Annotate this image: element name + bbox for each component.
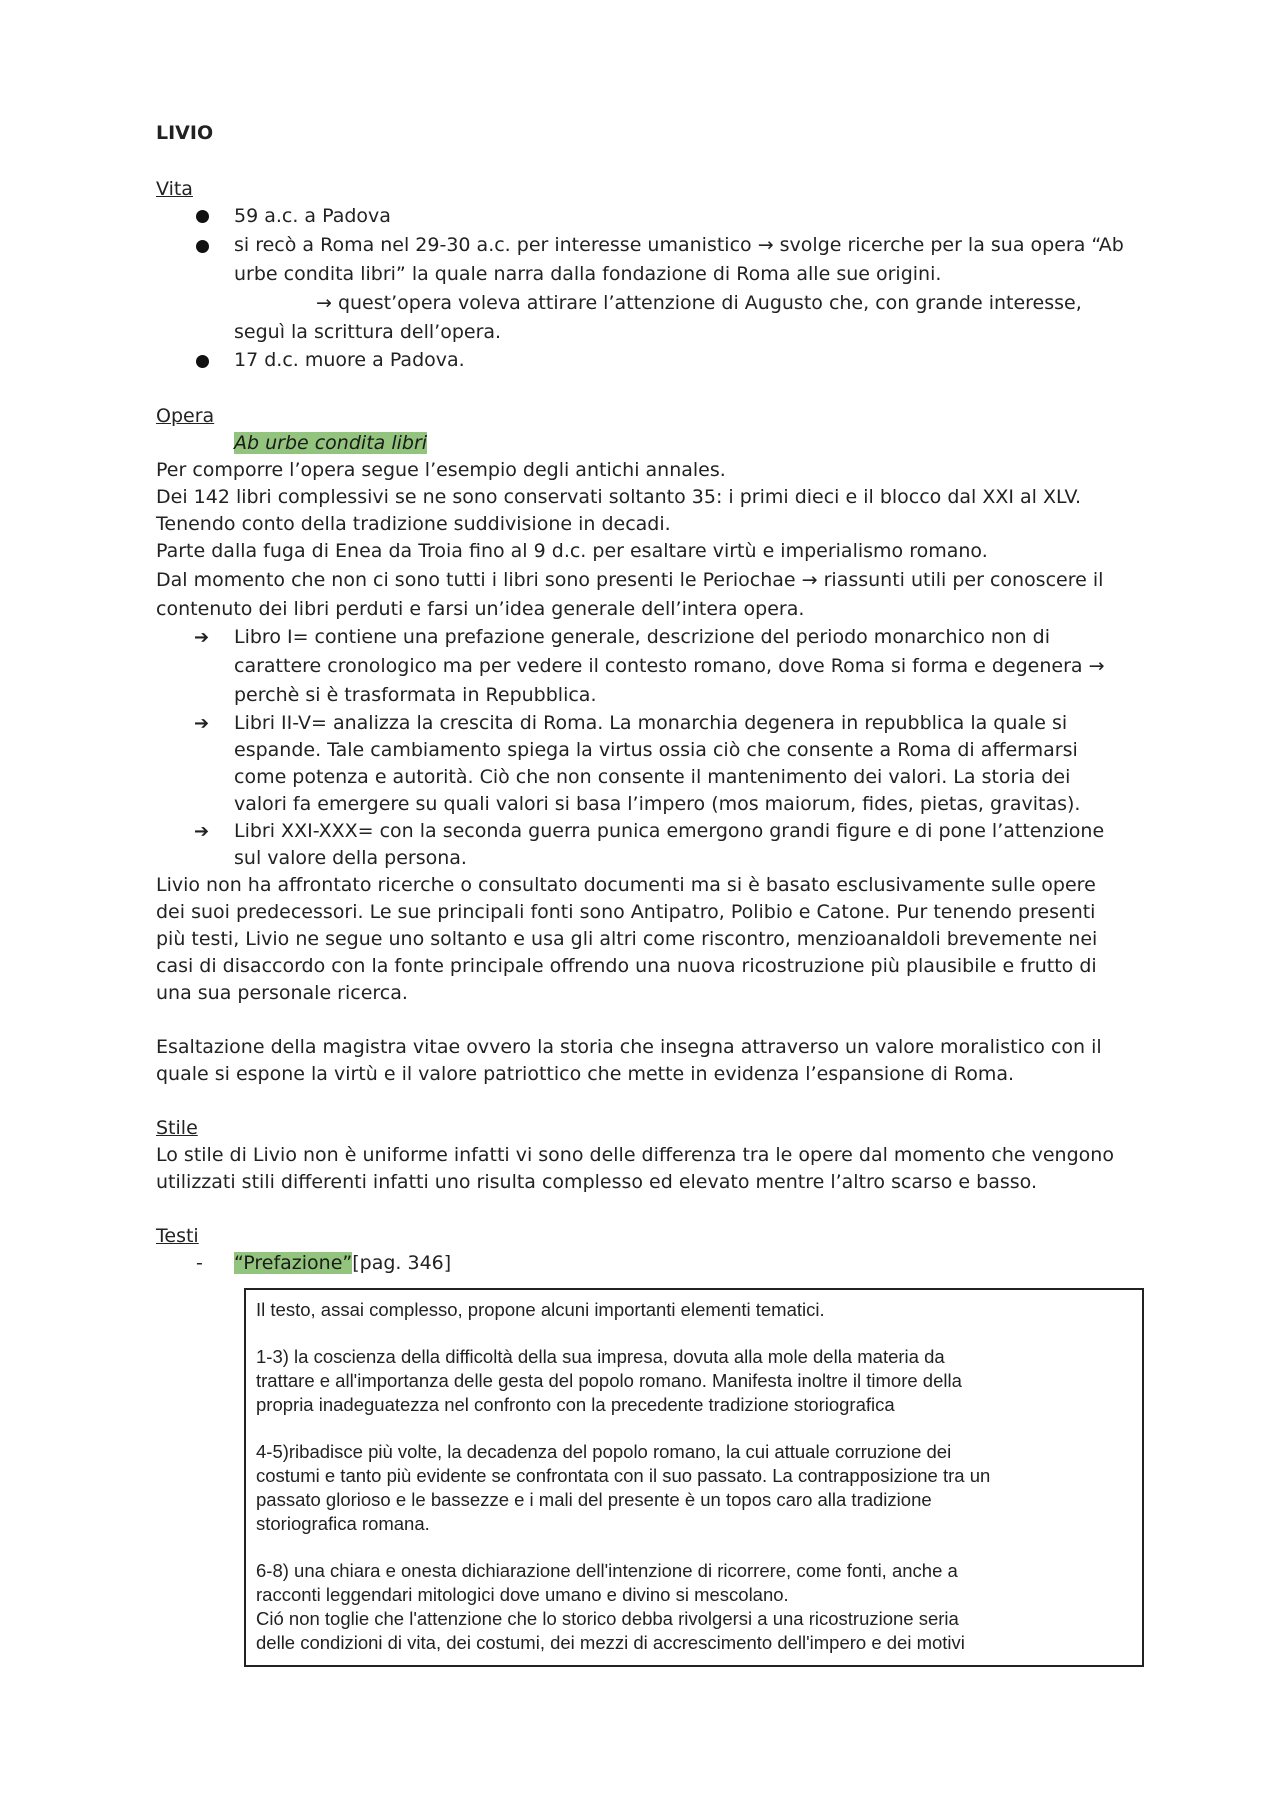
arrow-bullet-icon: ➔ <box>194 627 210 648</box>
box-line: Ció non toglie che l'attenzione che lo storico debba rivolgersi a una ricostruzione seria <box>256 1608 959 1629</box>
sub-note-continuation: seguì la scrittura dell’opera. <box>234 321 502 343</box>
list-item-continuation: valori fa emergere su quali valori si basa l’impero (mos maiorum, fides, pietas, gravitas). <box>234 793 1081 815</box>
box-line: 6-8) una chiara e onesta dichiarazione dell'intenzione di ricorrere, come fonti, anche a <box>256 1560 958 1581</box>
list-item: 17 d.c. muore a Padova. <box>234 349 465 371</box>
dash-bullet: - <box>196 1252 203 1274</box>
paragraph-line: Livio non ha affrontato ricerche o consultato documenti ma si è basato esclusivamente sulle opere <box>156 874 1096 896</box>
box-line: racconti leggendari mitologici dove umano e divino si mescolano. <box>256 1584 789 1605</box>
bullet-icon <box>196 210 209 223</box>
paragraph-line: quale si espone la virtù e il valore patriottico che mette in evidenza l’espansione di Roma. <box>156 1063 1015 1085</box>
section-heading-vita: Vita <box>156 178 193 200</box>
paragraph-line: casi di disaccordo con la fonte principale offrendo una nuova ricostruzione più plausibile e frutto di <box>156 955 1097 977</box>
work-title <box>234 430 1234 457</box>
paragraph-line: Lo stile di Livio non è uniforme infatti vi sono delle differenza tra le opere dal momento che vengono <box>156 1144 1114 1166</box>
work-title-highlight: Ab urbe condita libri <box>234 432 428 454</box>
bullet-icon <box>196 355 209 368</box>
paragraph-line: più testi, Livio ne segue uno soltanto e usa gli altri come riscontro, menzioanaldoli brevemente nei <box>156 928 1098 950</box>
paragraph-line: Tenendo conto della tradizione suddivisione in decadi. <box>156 513 671 535</box>
box-line: storiografica romana. <box>256 1513 430 1534</box>
paragraph-line: Dei 142 libri complessivi se ne sono conservati soltanto 35: i primi dieci e il blocco dal XXI al XLV. <box>156 486 1082 508</box>
box-line: costumi e tanto più evidente se confrontata con il suo passato. La contrapposizione tra un <box>256 1465 991 1486</box>
bullet-icon <box>196 240 209 253</box>
box-line: trattare e all'importanza delle gesta del popolo romano. Manifesta inoltre il timore della <box>256 1370 962 1391</box>
list-item: 59 a.c. a Padova <box>234 205 391 227</box>
list-item: si recò a Roma nel 29-30 a.c. per interesse umanistico → svolge ricerche per la sua opera “Ab <box>234 234 1124 256</box>
list-item: Libri XXI-XXX= con la seconda guerra punica emergono grandi figure e di pone l’attenzione <box>234 820 1105 842</box>
box-line: passato glorioso e le bassezze e i mali del presente è un topos caro alla tradizione <box>256 1489 932 1510</box>
list-item: Libri II-V= analizza la crescita di Roma. La monarchia degenera in repubblica la quale si <box>234 712 1068 734</box>
arrow-bullet-icon: ➔ <box>194 821 210 842</box>
list-item-continuation: urbe condita libri” la quale narra dalla fondazione di Roma alle sue origini. <box>234 263 942 285</box>
list-item-continuation: perchè si è trasformata in Repubblica. <box>234 684 597 706</box>
box-line: delle condizioni di vita, dei costumi, dei mezzi di accrescimento dell'impero e dei motivi <box>256 1632 965 1653</box>
box-line: propria inadeguatezza nel confronto con la precedente tradizione storiografica <box>256 1394 895 1415</box>
list-item-continuation: come potenza e autorità. Ciò che non consente il mantenimento dei valori. La storia dei <box>234 766 1071 788</box>
paragraph-line: contenuto dei libri perduti e farsi un’idea generale dell’intera opera. <box>156 598 805 620</box>
paragraph-line: una sua personale ricerca. <box>156 982 408 1004</box>
section-heading-opera: Opera <box>156 405 215 427</box>
list-item: Libro I= contiene una prefazione generale, descrizione del periodo monarchico non di <box>234 626 1050 648</box>
paragraph-line: utilizzati stili differenti infatti uno risulta complesso ed elevato mentre l’altro scarso e basso. <box>156 1171 1037 1193</box>
page-title: LIVIO <box>156 122 214 144</box>
list-item-continuation: sul valore della persona. <box>234 847 467 869</box>
text-title-highlight: “Prefazione” <box>234 1252 353 1274</box>
sub-note: → quest’opera voleva attirare l’attenzione di Augusto che, con grande interesse, <box>316 292 1082 314</box>
section-heading-testi: Testi <box>156 1225 199 1247</box>
arrow-bullet-icon: ➔ <box>194 713 210 734</box>
paragraph-line: Esaltazione della magistra vitae ovvero la storia che insegna attraverso un valore moralistico con il <box>156 1036 1102 1058</box>
section-heading-stile: Stile <box>156 1117 198 1139</box>
paragraph-line: Parte dalla fuga di Enea da Troia fino al 9 d.c. per esaltare virtù e imperialismo romano. <box>156 540 988 562</box>
box-line: 1-3) la coscienza della difficoltà della sua impresa, dovuta alla mole della materia da <box>256 1346 945 1367</box>
box-line: 4-5)ribadisce più volte, la decadenza del popolo romano, la cui attuale corruzione dei <box>256 1441 952 1462</box>
paragraph-line: Dal momento che non ci sono tutti i libri sono presenti le Periochae → riassunti utili per conoscere il <box>156 569 1104 591</box>
list-item-continuation: espande. Tale cambiamento spiega la virtus ossia ciò che consente a Roma di affermarsi <box>234 739 1078 761</box>
page-reference: [pag. 346] <box>352 1252 452 1274</box>
box-line: Il testo, assai complesso, propone alcuni importanti elementi tematici. <box>256 1299 825 1320</box>
text-reference <box>234 1250 1234 1277</box>
paragraph-line: dei suoi predecessori. Le sue principali fonti sono Antipatro, Polibio e Catone. Pur tenendo presenti <box>156 901 1096 923</box>
paragraph-line: Per comporre l’opera segue l’esempio degli antichi annales. <box>156 459 726 481</box>
list-item-continuation: carattere cronologico ma per vedere il contesto romano, dove Roma si forma e degenera → <box>234 655 1105 677</box>
